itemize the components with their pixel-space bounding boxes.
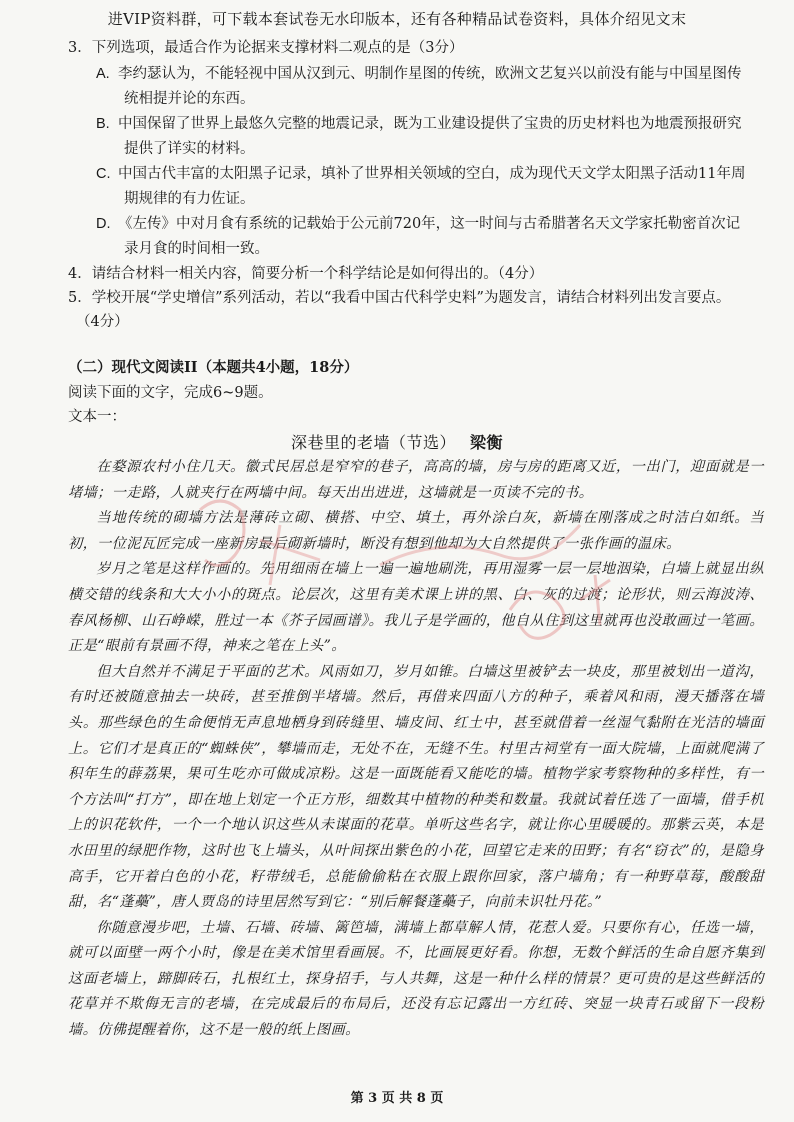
option-text: 中国古代丰富的太阳黑子记录，填补了世界相关领域的空白，成为现代天文学太阳黑子活动11年周 (118, 166, 746, 182)
option-text: 中国保留了世界上最悠久完整的地震记录，既为工业建设提供了宝贵的历史材料也为地震预报研究 (118, 116, 742, 132)
option-text-cont: 提供了详实的材料。 (124, 140, 255, 157)
essay-paragraph: 你随意漫步吧，土墙、石墙、砖墙、篱笆墙，满墙上都草解人情，花惹人爱。只要你有心，任选一墙，就可以面壁一两个小时，像是在美术馆里看画展。不，比画展更好看。你想，无数个鲜活的生命自愿齐集到这面老墙上，蹄脚砖石，扎根红土，探身招手，与人共舞，这是一种什么样的情景？更可贵的是这些鲜活的花草并不欺侮无言的老墙，在完成最后的布局后，还没有忘记露出一方红砖、突显一块青石或留下一段粉墙。仿佛提醒着你，这不是一般的纸上图画。 (68, 919, 764, 1039)
option-b[interactable] (96, 112, 764, 161)
option-c[interactable] (96, 162, 764, 211)
essay-title-line (0, 430, 794, 453)
option-a[interactable] (96, 62, 764, 111)
essay-title: 深巷里的老墙（节选） (290, 433, 456, 452)
essay-body (68, 455, 764, 1044)
option-text-cont: 统相提并论的东西。 (124, 90, 255, 107)
question-5: 5．学校开展“学史增信”系列活动，若以“我看中国古代科学史料”为题发言，请结合材料列出发言要点。 (68, 290, 731, 306)
option-letter: C. (96, 166, 111, 182)
option-text-cont: 录月食的时间相一致。 (124, 240, 269, 257)
section-instruction: 阅读下面的文字，完成6~9题。 (68, 385, 273, 401)
option-letter: A. (96, 66, 110, 82)
essay-paragraph: 岁月之笔是这样作画的。先用细雨在墙上一遍一遍地刷洗，再用湿雾一层一层地洇染，白墙上就显出纵横交错的线条和大大小小的斑点。论层次，这里有美术课上讲的黑、白、灰的过渡；论形状，则云海波涛、春风杨柳、山石峥嵘，胜过一本《芥子园画谱》。我儿子是学画的，他自从住到这里就再也没敢画过一笔画。正是“眼前有景画不得，神来之笔在上头”。 (68, 561, 764, 655)
section-heading: （二）现代文阅读II（本题共4小题，18分） (68, 359, 359, 376)
option-text: 李约瑟认为，不能轻视中国从汉到元、明制作星图的传统，欧洲文艺复兴以前没有能与中国星图传 (118, 66, 742, 82)
option-d[interactable] (96, 212, 764, 261)
vip-banner: 进VIP资料群，可下载本套试卷无水印版本，还有各种精品试卷资料，具体介绍见文末 (107, 10, 687, 28)
option-text-cont: 期规律的有力佐证。 (124, 190, 255, 207)
essay-author: 梁衡 (470, 433, 504, 452)
text-label: 文本一： (68, 409, 126, 425)
essay-paragraph: 当地传统的砌墙方法是薄砖立砌、横搭、中空、填土，再外涂白灰，新墙在刚落成之时洁白如纸。当初，一位泥瓦匠完成一座新房最后砌新墙时，断没有想到他却为大自然提供了一张作画的温床。 (68, 510, 764, 552)
question-4: 4．请结合材料一相关内容，简要分析一个科学结论是如何得出的。（4分） (68, 266, 544, 282)
option-letter: B. (96, 116, 110, 132)
question-5-score: （4分） (76, 314, 129, 330)
page-footer: 第 3 页 共 8 页 (350, 1091, 444, 1106)
essay-paragraph: 在婺源农村小住几天。徽式民居总是窄窄的巷子，高高的墙，房与房的距离又近，一出门，迎面就是一堵墙；一走路，人就夹行在两墙中间。每天出出进进，这墙就是一页读不完的书。 (68, 459, 764, 501)
option-text: 《左传》中对月食有系统的记载始于公元前720年，这一时间与古希腊著名天文学家托勒密首次记 (118, 216, 741, 232)
option-letter: D. (96, 216, 111, 232)
essay-paragraph: 但大自然并不满足于平面的艺术。风雨如刀，岁月如锥。白墙这里被铲去一块皮，那里被划出一道沟，有时还被随意抽去一块砖，甚至推倒半堵墙。然后，再借来四面八方的种子，乘着风和雨，漫天播落在墙头。那些绿色的生命便悄无声息地栖身到砖缝里、墙皮间、红土中，甚至就借着一丝湿气黏附在光洁的墙面上。它们才是真正的“蜘蛛侠”，攀墙而走，无处不在，无缝不生。村里古祠堂有一面大院墙，上面就爬满了积年生的薜荔果，果可生吃亦可做成凉粉。这是一面既能看又能吃的墙。植物学家考察物种的多样性，有一个方法叫“打方”，即在地上划定一个正方形，细数其中植物的种类和数量。我就试着任选了一面墙，借手机上的识花软件，一个一个地认识这些从未谋面的花草。单听这些名字，就让你心里暖暖的。那紫云英，本是水田里的绿肥作物，这时也飞上墙头，从叶间探出紫色的小花，回望它走来的田野；有名“窃衣”的，是隐身高手，它开着白色的小花，籽带绒毛，总能偷偷粘在衣服上跟你回家，落户墙角；有一种野草莓，酸酸甜甜，名“蓬蘽”，唐人贾岛的诗里居然写到它：“别后解餐蓬蘽子，向前未识牡丹花。” (68, 663, 764, 911)
question-3-stem: 3．下列选项，最适合作为论据来支撑材料二观点的是（3分） (68, 40, 464, 56)
